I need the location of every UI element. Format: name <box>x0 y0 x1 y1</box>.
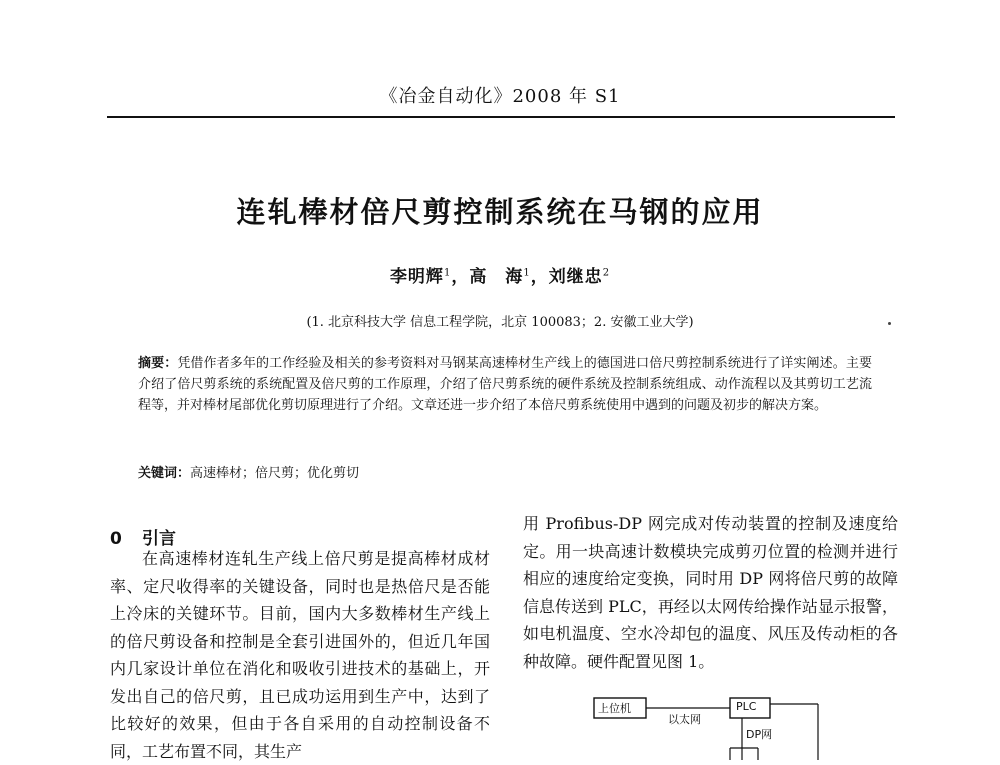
hardware-diagram <box>580 692 880 760</box>
keywords-label: 关键词： <box>138 466 191 481</box>
author-name: 刘继忠 <box>548 267 603 287</box>
dp-label: DP网 <box>746 728 773 741</box>
section-number: 0 <box>110 529 122 549</box>
author-affiliation-mark: 1 <box>443 267 452 279</box>
ethernet-label: 以太网 <box>668 713 701 726</box>
abstract-text: 凭借作者多年的工作经验及相关的参考资料对马钢某高速棒材生产线上的德国进口倍尺剪控制系统进行了详实阐述。主要介绍了倍尺剪系统的系统配置及倍尺剪的工作原理，介绍了倍尺剪系统的硬件系统及控制系统组成、动作流程以及其剪切工艺流程等，并对棒材尾部优化剪切原理进行了介绍。文章还进一步介绍了本倍尺剪系统使用中遇到的问题及初步的解决方案。 <box>138 356 872 413</box>
author-separator: ， <box>530 267 549 287</box>
scan-speck <box>888 322 891 325</box>
abstract-label: 摘要： <box>138 356 178 371</box>
author-list <box>0 262 1000 287</box>
author-separator: ， <box>451 267 470 287</box>
keywords-text: 高速棒材；倍尺剪；优化剪切 <box>190 466 360 481</box>
intro-paragraph: 在高速棒材连轧生产线上倍尺剪是提高棒材成材率、定尺收得率的关键设备，同时也是热倍尺是否能上冷床的关键环节。目前，国内大多数棒材生产线上的倍尺剪设备和控制是全套引进国外的，但近几年国内几家设计单位在消化和吸收引进技术的基础上，开发出自己的倍尺剪，且已成功运用到生产中，达到了比较好的效果，但由于各自采用的自动控制设备不同，工艺布置不同，其生产 <box>110 549 490 761</box>
journal-header: 《冶金自动化》2008 年 S1 <box>379 86 621 107</box>
abstract <box>138 353 872 416</box>
header-rule <box>107 116 895 118</box>
author-name: 李明辉 <box>389 267 444 287</box>
right-column <box>523 510 898 675</box>
left-column <box>110 545 490 765</box>
section-title: 引言 <box>142 529 176 549</box>
author-affiliation-mark: 2 <box>602 267 611 279</box>
paper-title: 连轧棒材倍尺剪控制系统在马钢的应用 <box>236 195 764 229</box>
host-label: 上位机 <box>598 702 631 715</box>
affiliation: (1. 北京科技大学 信息工程学院，北京 100083；2. 安徽工业大学) <box>306 315 694 330</box>
author-name: 高 海 <box>469 267 524 287</box>
author-affiliation-mark: 1 <box>523 267 531 279</box>
hardware-paragraph: 用 Profibus-DP 网完成对传动装置的控制及速度给定。用一块高速计数模块完成剪刃位置的检测并进行相应的速度给定变换，同时用 DP 网将倍尺剪的故障信息传送到 PLC，再经以太网传给操作站显示报警，如电机温度、空水冷却包的温度、风压及传动柜的各种故障。硬件配置见图 1。 <box>523 514 898 671</box>
plc-label: PLC <box>736 700 757 713</box>
keywords <box>138 463 872 484</box>
